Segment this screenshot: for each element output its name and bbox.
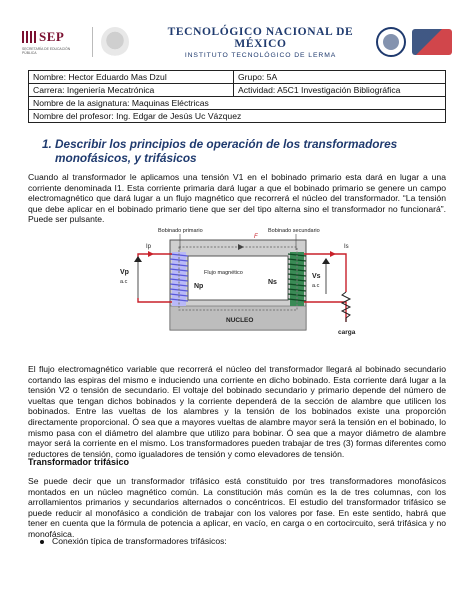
sep-logo xyxy=(22,25,84,59)
section-heading xyxy=(42,137,452,165)
institute-name: INSTITUTO TECNOLÓGICO DE LERMA xyxy=(184,51,337,59)
vp-arrow-icon xyxy=(134,256,142,262)
phi-label: F xyxy=(254,234,258,240)
ns-label: Ns xyxy=(268,279,277,286)
secondary-wires xyxy=(304,254,346,322)
vp-label: Vp xyxy=(120,269,129,276)
student-info-table xyxy=(28,70,446,123)
section-number: 1. xyxy=(42,137,52,151)
header-divider xyxy=(92,27,93,57)
group-cell: Grupo: 5A xyxy=(234,71,446,84)
tecnm-seal-icon xyxy=(376,27,406,57)
table-row xyxy=(29,84,446,97)
flux-label: Flujo magnético xyxy=(204,270,243,276)
vp-ac-label: a.c xyxy=(120,279,128,285)
is-label: Is xyxy=(344,244,349,250)
table-row xyxy=(29,110,446,123)
sep-bars-icon xyxy=(22,31,36,43)
np-label: Np xyxy=(194,283,204,290)
bullet-icon xyxy=(40,540,44,544)
career-cell: Carrera: Ingeniería Mecatrónica xyxy=(29,84,234,97)
activity-cell: Actividad: A5C1 Investigación Bibliográfica xyxy=(234,84,446,97)
core-window xyxy=(188,256,288,300)
primary-label: Bobinado primario xyxy=(158,228,203,234)
institution-name: TECNOLÓGICO NACIONAL DE MÉXICO xyxy=(167,25,354,50)
sep-subtitle: SECRETARÍA DE EDUCACIÓN PÚBLICA xyxy=(22,47,71,55)
is-arrow-icon xyxy=(330,251,336,257)
primary-wires xyxy=(138,254,172,302)
section-title: Describir los principios de operación de los transformadores monofásicos, y trifásicos xyxy=(55,137,398,165)
table-row xyxy=(29,71,446,84)
transformer-diagram xyxy=(108,222,368,350)
three-phase-heading: Transformador trifásico xyxy=(28,457,130,467)
core-label: NUCLEO xyxy=(226,317,254,324)
institution-title xyxy=(145,26,376,59)
bullet-text: Conexión típica de transformadores trifásicos: xyxy=(52,536,227,546)
vs-label: Vs xyxy=(312,273,321,280)
sep-name: SEP xyxy=(39,29,65,44)
vs-ac-label: a.c xyxy=(312,283,320,289)
subject-cell: Nombre de la asignatura: Maquinas Eléctricas xyxy=(29,97,446,110)
student-name-cell: Nombre: Hector Eduardo Mas Dzul xyxy=(29,71,234,84)
paragraph-three-phase: Se puede decir que un transformador trifásico está constituido por tres transformadores monofásicos montados en un núcleo magnético común. La constitución más común es la de tres columnas, con los arrollamientos primarios y secundarios alternados o concéntricos. El estudio del transformador trifásico se puede reducir al monofásico a condición de trabajar con los valores por fase. En este sentido, habrá que tener en cuenta que la fórmula de potencia a aplicar, en vacío, en carga o en cortocircuito, será trifásica y no monofásica. xyxy=(28,476,446,539)
paragraph-intro: Cuando al transformador le aplicamos una tensión V1 en el bobinado primario esta dará en lugar a una corriente denominada I1. Esta corriente primaria dará lugar a que el bobinado primario se genere un campo electromagnético que dará lugar a un flujo magnético que recorrerá el núcleo del transformador. “La tensión que debe aplicar en el bobinado primario tiene que ser del tipo alterna sino el transformador no funcionará”. Puede ser pulsante. xyxy=(28,172,446,225)
secondary-label: Bobinado secundario xyxy=(268,228,320,234)
table-row xyxy=(29,97,446,110)
list-item xyxy=(40,536,227,546)
load-label: carga xyxy=(338,329,356,336)
teacher-cell: Nombre del profesor: Ing. Edgar de Jesús Uc Vázquez xyxy=(29,110,446,123)
national-emblem-icon xyxy=(101,27,129,57)
paragraph-operation: El flujo electromagnético variable que recorrerá el núcleo del transformador llegará al bobinado secundario cortando las espiras del mismo e induciendo una corriente en dicho bobinado. Esta corriente dará lugar a la tensión V2 o tensión de secundario. El voltaje del bobinado secundario y primario depende del número de vueltas que tengan dichos bobinados y la corriente dependerá de la sección de alambre que utilicen los bobinados. Entre las vueltas de los alambres y la tensión de los bobinados existe una proporción directamente proporcional. Ó sea que a mayores vueltas de alambre mayor será la tensión en el bobinado, lo mismo pasa con el diámetro del alambre que utilizo para bobinar. Ó sea que a mayor diámetro de alambre mayor será la corriente en el mismo. Los transformadores pueden trabajar de tres (3) formas diferentes como reductores de tensión, como igualadores de tensión y como elevadores de tensión. xyxy=(28,364,446,459)
page-header xyxy=(22,22,452,62)
lerma-logo-icon xyxy=(412,29,452,55)
vs-arrow-icon xyxy=(322,258,330,264)
ip-label: Ip xyxy=(146,244,152,250)
ip-arrow-icon xyxy=(148,251,154,257)
